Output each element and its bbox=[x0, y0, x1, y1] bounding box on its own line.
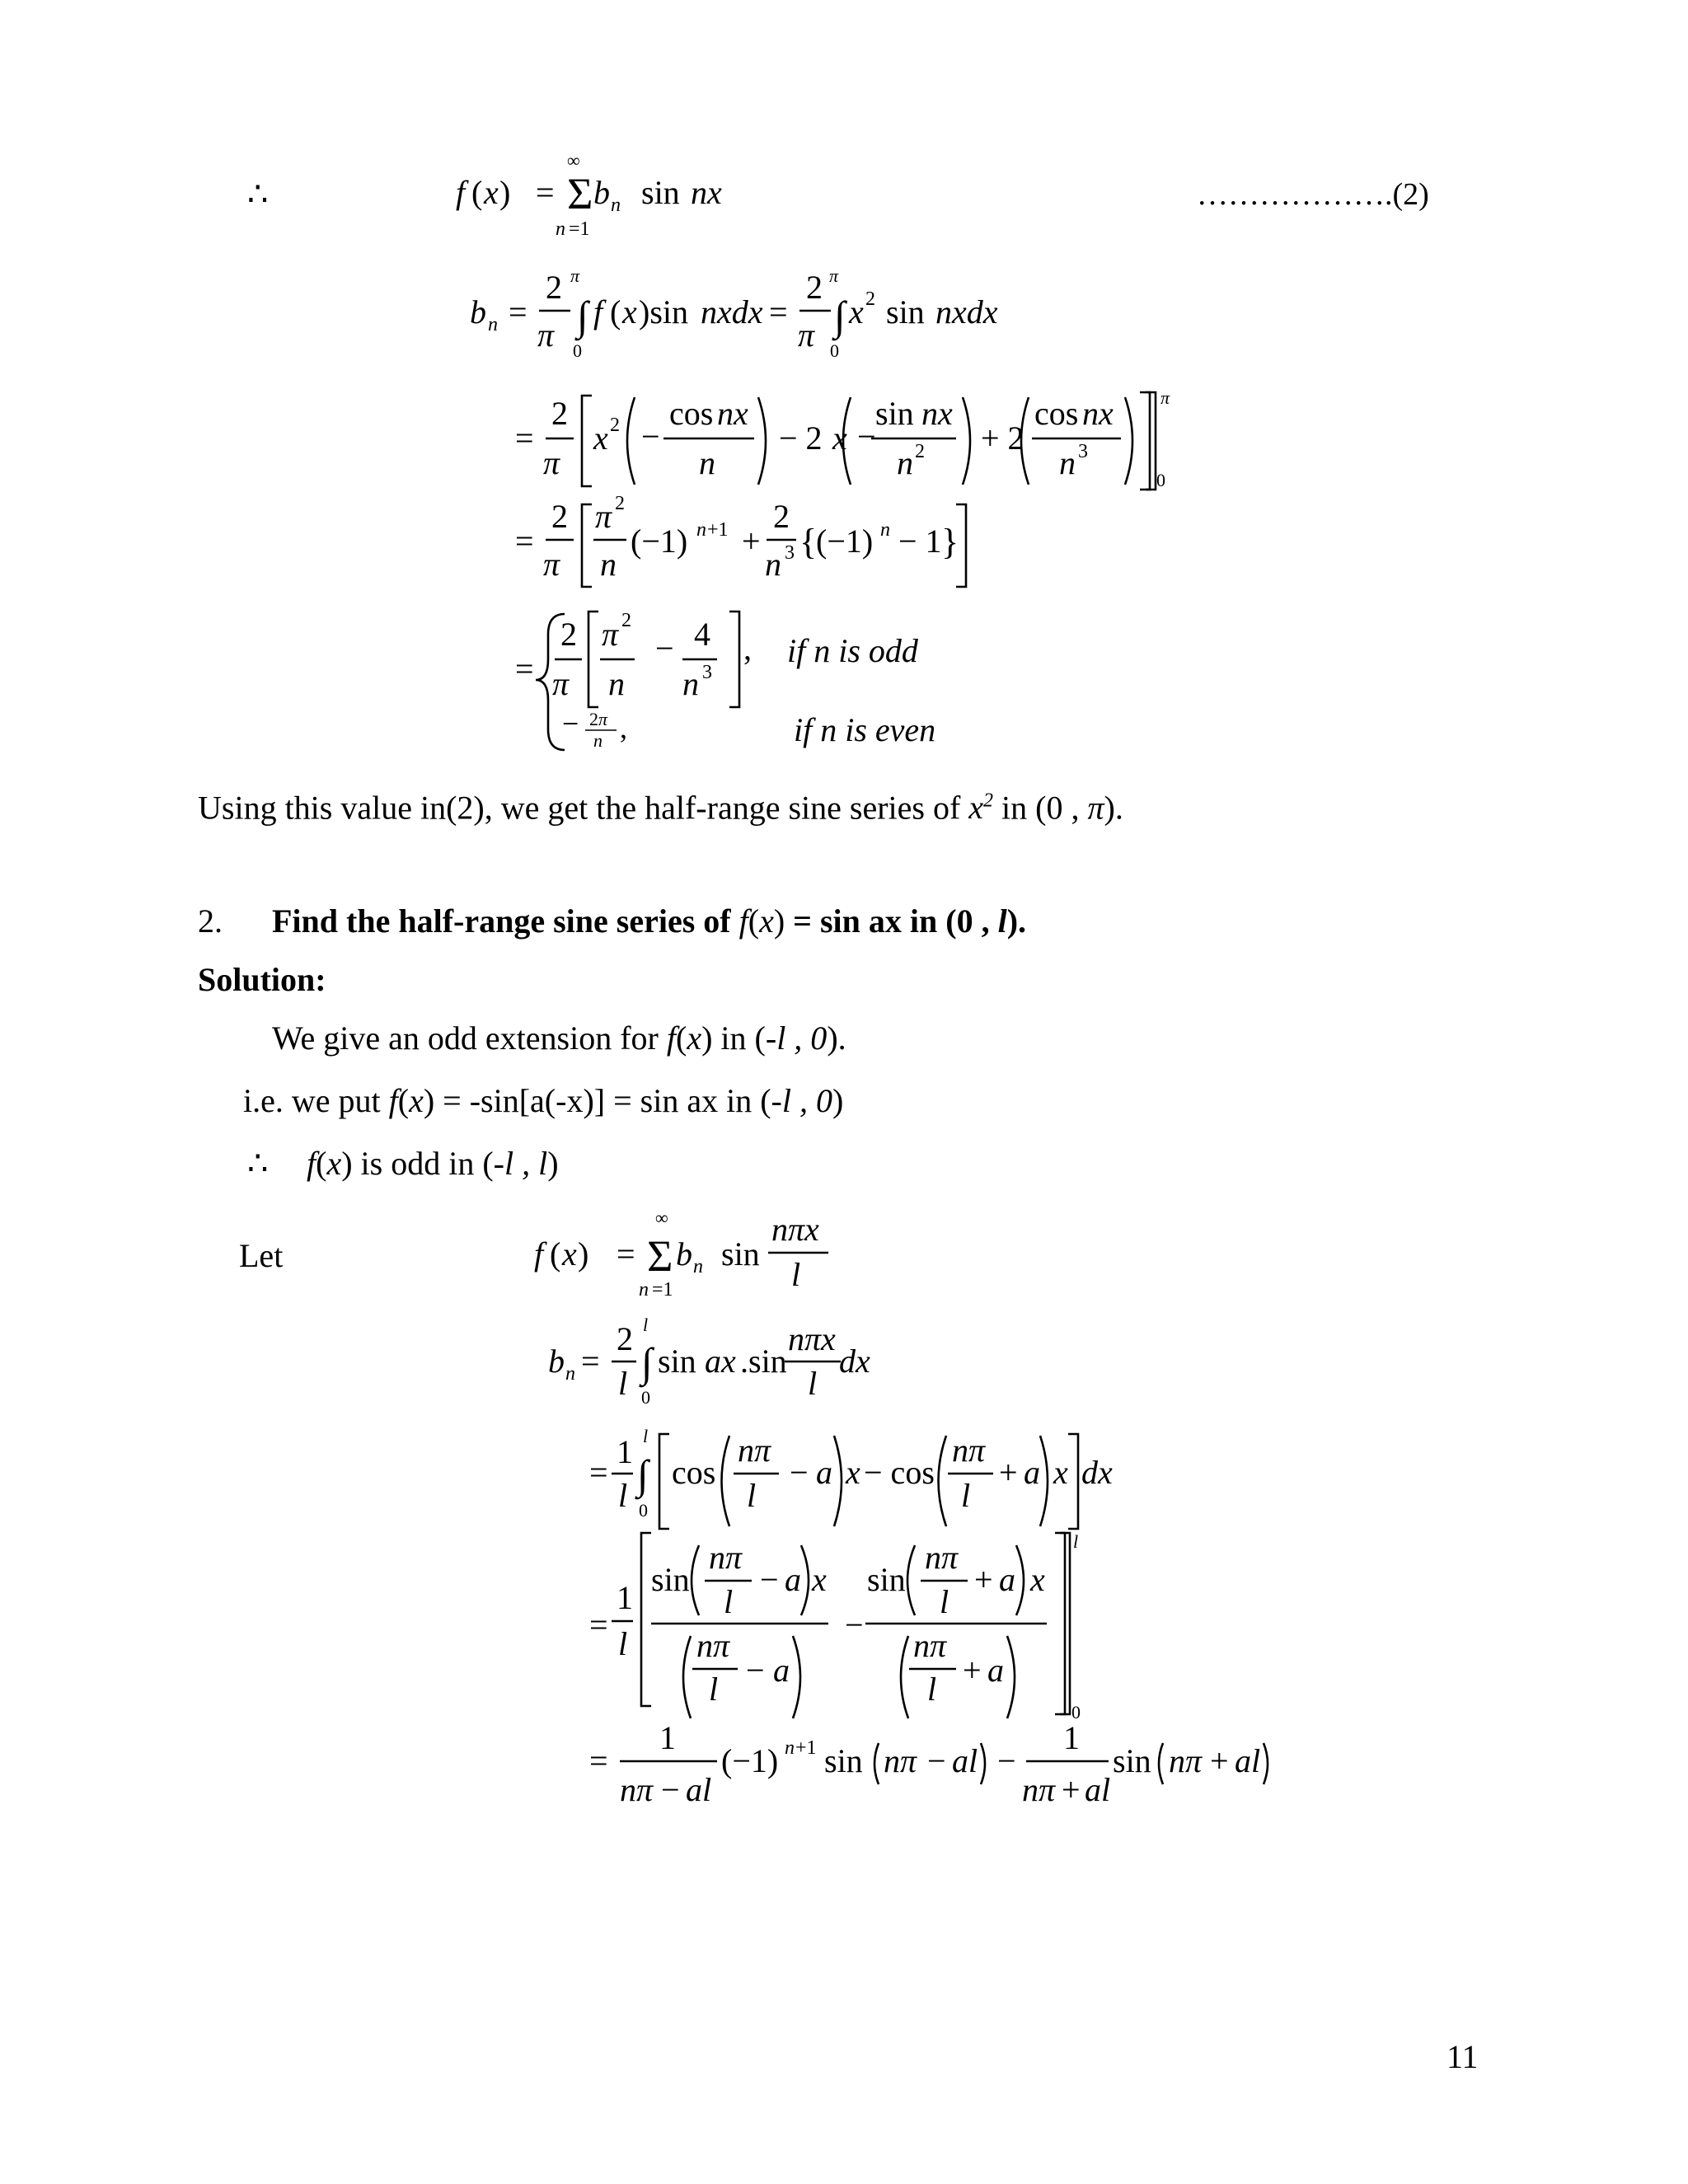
svg-text:(: ( bbox=[471, 174, 483, 211]
svg-text:nπ: nπ bbox=[913, 1627, 947, 1664]
svg-text:l: l bbox=[1073, 1531, 1079, 1552]
svg-text:2: 2 bbox=[915, 441, 925, 462]
svg-text:−: − bbox=[661, 1771, 680, 1808]
svg-text:l: l bbox=[618, 1625, 628, 1662]
svg-text:nxdx: nxdx bbox=[701, 293, 763, 330]
svg-text:nπx: nπx bbox=[788, 1320, 836, 1357]
svg-text:(−1): (−1) bbox=[816, 523, 874, 560]
svg-text:b: b bbox=[676, 1235, 692, 1272]
svg-text:−: − bbox=[641, 418, 660, 455]
svg-text:π: π bbox=[537, 316, 555, 354]
svg-text:}: } bbox=[941, 522, 959, 562]
svg-text:{: { bbox=[799, 522, 818, 562]
svg-text:nxdx: nxdx bbox=[935, 293, 998, 330]
svg-text:dx: dx bbox=[1081, 1454, 1113, 1491]
svg-text:x: x bbox=[484, 174, 499, 211]
svg-text:∫: ∫ bbox=[577, 293, 588, 339]
svg-text:=: = bbox=[509, 293, 528, 330]
svg-text:cos: cos bbox=[1034, 395, 1079, 432]
svg-text:nx: nx bbox=[921, 395, 953, 432]
svg-text:l: l bbox=[927, 1671, 937, 1708]
svg-text:n: n bbox=[699, 444, 715, 481]
svg-text:∫: ∫ bbox=[641, 1339, 653, 1385]
svg-text:=: = bbox=[581, 1343, 600, 1380]
svg-text:=1: =1 bbox=[652, 1279, 673, 1301]
svg-text:sin: sin bbox=[867, 1561, 906, 1598]
svg-text:al: al bbox=[1085, 1771, 1111, 1808]
svg-text:l: l bbox=[808, 1365, 818, 1402]
svg-text:2: 2 bbox=[865, 288, 875, 310]
svg-text:l: l bbox=[643, 1426, 649, 1446]
svg-text:2: 2 bbox=[546, 269, 562, 306]
is-odd-text: is odd in (- bbox=[360, 1145, 504, 1182]
svg-text:0: 0 bbox=[573, 340, 582, 361]
svg-text:(−1): (−1) bbox=[631, 523, 688, 560]
conclusion-text: Using this value in(2), we get the half-range sine series of bbox=[198, 789, 961, 827]
svg-text:nπ: nπ bbox=[738, 1432, 771, 1469]
svg-text:b: b bbox=[470, 293, 486, 330]
svg-text:a: a bbox=[816, 1454, 832, 1491]
svg-text:x: x bbox=[812, 1561, 827, 1598]
svg-text:2: 2 bbox=[773, 498, 790, 535]
svg-text:3: 3 bbox=[785, 542, 795, 564]
conclusion-interval: in (0 , bbox=[1001, 789, 1080, 827]
svg-text:): ) bbox=[578, 1235, 589, 1272]
svg-text:n: n bbox=[696, 519, 706, 541]
svg-text:0: 0 bbox=[641, 1387, 650, 1408]
svg-text:+: + bbox=[974, 1561, 993, 1598]
svg-text:ax: ax bbox=[705, 1343, 736, 1380]
svg-text:=: = bbox=[589, 1454, 608, 1491]
svg-text:al: al bbox=[686, 1771, 712, 1808]
svg-text:a: a bbox=[1024, 1454, 1040, 1491]
svg-text:π: π bbox=[595, 498, 612, 535]
svg-text:=: = bbox=[617, 1235, 635, 1272]
svg-text:(: ( bbox=[610, 293, 621, 330]
svg-text:π: π bbox=[829, 265, 839, 286]
svg-text:l: l bbox=[747, 1477, 757, 1514]
svg-text:x: x bbox=[622, 293, 637, 330]
odd-extension-line: We give an odd extension for f(x) in (-l , 0). bbox=[272, 1019, 846, 1057]
equation-label-2: ……………….(2) bbox=[1197, 177, 1429, 212]
svg-text:∫: ∫ bbox=[834, 293, 846, 339]
page-number: 11 bbox=[1447, 2038, 1479, 2075]
svg-text:+: + bbox=[999, 1454, 1018, 1491]
svg-text:=: = bbox=[515, 419, 534, 457]
svg-text:nπ: nπ bbox=[884, 1742, 917, 1779]
problem-2-l: l bbox=[997, 902, 1007, 940]
svg-text:(: ( bbox=[550, 1235, 561, 1272]
svg-text:n: n bbox=[593, 730, 603, 751]
svg-text:1: 1 bbox=[659, 1719, 676, 1756]
svg-text:−: − bbox=[997, 1742, 1016, 1779]
svg-text:nπ: nπ bbox=[620, 1771, 654, 1808]
svg-text:(−1): (−1) bbox=[721, 1742, 779, 1779]
svg-text:0: 0 bbox=[639, 1500, 648, 1521]
svg-text:x: x bbox=[849, 293, 864, 330]
svg-text:−: − bbox=[746, 1652, 765, 1689]
svg-text:sin: sin bbox=[824, 1742, 863, 1779]
svg-text:=: = bbox=[589, 1606, 608, 1643]
inline-math-x2: $x^2$ bbox=[968, 789, 994, 827]
svg-text:l: l bbox=[618, 1477, 628, 1514]
svg-text:1: 1 bbox=[617, 1433, 633, 1470]
svg-text:n: n bbox=[785, 1737, 795, 1759]
problem-2-statement: Find the half-range sine series of f(x) = sin ax in (0 , l). bbox=[272, 902, 1027, 940]
svg-text:π: π bbox=[570, 265, 580, 286]
svg-text:− 1: − 1 bbox=[898, 523, 942, 560]
svg-text:x: x bbox=[846, 1454, 860, 1491]
svg-text:x: x bbox=[593, 419, 608, 457]
svg-text:a: a bbox=[785, 1561, 801, 1598]
odd-extension-mid: in (- bbox=[720, 1019, 777, 1057]
svg-text:nπ: nπ bbox=[925, 1539, 959, 1576]
svg-text:nπx: nπx bbox=[771, 1211, 819, 1248]
odd-extension-text: We give an odd extension for bbox=[272, 1019, 659, 1057]
svg-text:∫: ∫ bbox=[637, 1451, 649, 1497]
svg-text:b: b bbox=[593, 174, 610, 211]
svg-text:dx: dx bbox=[839, 1343, 870, 1380]
svg-text:al: al bbox=[1235, 1742, 1261, 1779]
svg-text:x: x bbox=[1030, 1561, 1045, 1598]
therefore-symbol-1: ∴ bbox=[247, 176, 269, 213]
svg-text:)sin: )sin bbox=[639, 293, 688, 330]
svg-text:nx: nx bbox=[717, 395, 748, 432]
svg-text:+: + bbox=[963, 1652, 982, 1689]
svg-text:+1: +1 bbox=[707, 519, 729, 541]
inline-math-fx: f bbox=[738, 902, 748, 940]
svg-text:0: 0 bbox=[830, 340, 839, 361]
svg-text:cos: cos bbox=[672, 1454, 716, 1491]
svg-text:n: n bbox=[639, 1279, 649, 1301]
svg-text:.sin: .sin bbox=[740, 1343, 787, 1380]
svg-text:2: 2 bbox=[551, 498, 568, 535]
conclusion-close: ). bbox=[1104, 789, 1123, 827]
svg-text:n: n bbox=[608, 665, 625, 702]
svg-text:a: a bbox=[999, 1561, 1015, 1598]
svg-text:0: 0 bbox=[1071, 1702, 1081, 1722]
svg-text:+: + bbox=[1210, 1742, 1229, 1779]
svg-text:=: = bbox=[769, 293, 788, 330]
svg-text:cos: cos bbox=[669, 395, 714, 432]
svg-text:− 2: − 2 bbox=[779, 419, 823, 457]
svg-text:+ 2: + 2 bbox=[981, 419, 1025, 457]
svg-text:π: π bbox=[552, 665, 570, 702]
svg-text:n: n bbox=[1059, 444, 1076, 481]
svg-text:+1: +1 bbox=[795, 1737, 817, 1759]
svg-text:n: n bbox=[600, 546, 617, 583]
svg-text:−: − bbox=[562, 707, 579, 740]
svg-text:sin: sin bbox=[651, 1561, 690, 1598]
svg-text:−: − bbox=[927, 1742, 946, 1779]
svg-text:nx: nx bbox=[1082, 395, 1114, 432]
svg-text:π: π bbox=[1160, 387, 1170, 408]
svg-text:2: 2 bbox=[610, 415, 620, 436]
ie-interval: l , 0 bbox=[781, 1082, 832, 1119]
svg-text:sin: sin bbox=[886, 293, 925, 330]
svg-text:l: l bbox=[643, 1315, 649, 1335]
svg-text:n: n bbox=[765, 546, 781, 583]
ie-line: i.e. we put f(x) = -sin[a(-x)] = sin ax in (-l , 0) bbox=[243, 1082, 844, 1119]
svg-text:a: a bbox=[987, 1652, 1004, 1689]
problem-2-close: ). bbox=[1006, 902, 1027, 940]
svg-text:∞: ∞ bbox=[567, 150, 580, 171]
svg-text:f: f bbox=[593, 293, 603, 330]
svg-text:n: n bbox=[880, 519, 890, 541]
svg-text:1: 1 bbox=[617, 1579, 633, 1616]
svg-text:n: n bbox=[611, 194, 621, 216]
svg-text:4: 4 bbox=[694, 616, 710, 653]
svg-text:1: 1 bbox=[1063, 1719, 1080, 1756]
svg-text:x: x bbox=[832, 419, 847, 457]
solution-heading: Solution: bbox=[198, 961, 326, 998]
svg-text:n: n bbox=[693, 1256, 703, 1277]
svg-text:,: , bbox=[743, 630, 752, 667]
svg-text:=: = bbox=[589, 1742, 608, 1779]
let-label: Let bbox=[239, 1237, 284, 1274]
svg-text:l: l bbox=[724, 1583, 734, 1620]
svg-text:2: 2 bbox=[806, 269, 823, 306]
svg-text:nπ: nπ bbox=[952, 1432, 986, 1469]
svg-text:l: l bbox=[791, 1256, 801, 1293]
ie-close: ) bbox=[832, 1082, 844, 1119]
ie-text: i.e. we put bbox=[243, 1082, 381, 1119]
svg-text:x: x bbox=[1053, 1454, 1068, 1491]
svg-text:0: 0 bbox=[1156, 470, 1165, 490]
svg-text:f: f bbox=[534, 1235, 544, 1272]
svg-text:sin: sin bbox=[721, 1235, 760, 1272]
odd-extension-interval: l , 0 bbox=[776, 1019, 828, 1057]
svg-text:sin: sin bbox=[1113, 1742, 1151, 1779]
svg-text:π: π bbox=[602, 616, 619, 653]
svg-text:π: π bbox=[543, 444, 560, 481]
svg-text:+: + bbox=[742, 523, 761, 560]
svg-text:3: 3 bbox=[702, 662, 712, 683]
is-odd-interval: l , l bbox=[504, 1145, 548, 1182]
svg-text:l: l bbox=[940, 1583, 950, 1620]
svg-text:2: 2 bbox=[615, 493, 625, 514]
svg-text:− cos: − cos bbox=[864, 1454, 935, 1491]
is-odd-line: f(x) is odd in (-l , l) bbox=[307, 1145, 559, 1182]
svg-text:2: 2 bbox=[617, 1320, 633, 1357]
svg-text:sin: sin bbox=[875, 395, 914, 432]
svg-text:sin: sin bbox=[641, 174, 680, 211]
svg-text:a: a bbox=[773, 1652, 790, 1689]
svg-text:l: l bbox=[618, 1365, 628, 1402]
svg-text:+: + bbox=[1062, 1771, 1081, 1808]
svg-text:x: x bbox=[562, 1235, 577, 1272]
is-odd-close: ) bbox=[547, 1145, 559, 1182]
svg-text:3: 3 bbox=[1078, 441, 1088, 462]
svg-text:n: n bbox=[556, 218, 565, 240]
svg-text:2: 2 bbox=[621, 610, 631, 631]
svg-text:): ) bbox=[499, 174, 511, 211]
svg-text:sin: sin bbox=[658, 1343, 696, 1380]
svg-text:π: π bbox=[543, 546, 560, 583]
svg-text:−: − bbox=[760, 1561, 779, 1598]
svg-text:2: 2 bbox=[589, 709, 598, 729]
svg-text:−: − bbox=[790, 1454, 809, 1491]
svg-text:π: π bbox=[598, 709, 608, 729]
svg-text:−: − bbox=[857, 418, 876, 455]
odd-extension-close: ). bbox=[827, 1019, 846, 1057]
svg-text:l: l bbox=[709, 1671, 719, 1708]
svg-text:nπ: nπ bbox=[709, 1539, 743, 1576]
svg-text:2: 2 bbox=[551, 395, 568, 432]
svg-text:al: al bbox=[952, 1742, 978, 1779]
svg-text:=: = bbox=[536, 174, 555, 211]
svg-text:f: f bbox=[456, 174, 466, 211]
svg-text:=: = bbox=[515, 523, 534, 560]
svg-text:Σ: Σ bbox=[567, 169, 593, 218]
svg-text:n: n bbox=[682, 665, 699, 702]
svg-text:n: n bbox=[565, 1363, 575, 1385]
svg-text:nπ: nπ bbox=[696, 1627, 730, 1664]
svg-text:n: n bbox=[897, 444, 913, 481]
svg-text:nπ: nπ bbox=[1169, 1742, 1203, 1779]
svg-text:nx: nx bbox=[691, 174, 722, 211]
svg-text:−: − bbox=[845, 1606, 864, 1643]
svg-text:b: b bbox=[548, 1343, 565, 1380]
ie-mid: = -sin[a(-x)] = sin ax in (- bbox=[443, 1082, 782, 1119]
svg-text:2: 2 bbox=[560, 616, 577, 653]
svg-text:Σ: Σ bbox=[647, 1231, 673, 1281]
problem-2-prefix: Find the half-range sine series of bbox=[272, 902, 731, 940]
svg-text:∞: ∞ bbox=[655, 1207, 668, 1228]
inline-math-pi: π bbox=[1087, 789, 1104, 827]
svg-text:=1: =1 bbox=[569, 218, 590, 240]
svg-text:−: − bbox=[655, 630, 674, 667]
svg-text:π: π bbox=[798, 316, 815, 354]
svg-text:n: n bbox=[488, 314, 498, 335]
case-odd: if n is odd bbox=[787, 632, 918, 669]
case-even: if n is even bbox=[794, 711, 936, 748]
svg-text:l: l bbox=[961, 1477, 971, 1514]
therefore-symbol-2: ∴ bbox=[247, 1145, 269, 1182]
problem-2-number: 2. bbox=[198, 902, 223, 940]
svg-text:nπ: nπ bbox=[1022, 1771, 1056, 1808]
problem-2-suffix: = sin ax in (0 , bbox=[793, 902, 990, 940]
svg-text:,: , bbox=[620, 711, 627, 744]
svg-text:=: = bbox=[515, 650, 534, 687]
